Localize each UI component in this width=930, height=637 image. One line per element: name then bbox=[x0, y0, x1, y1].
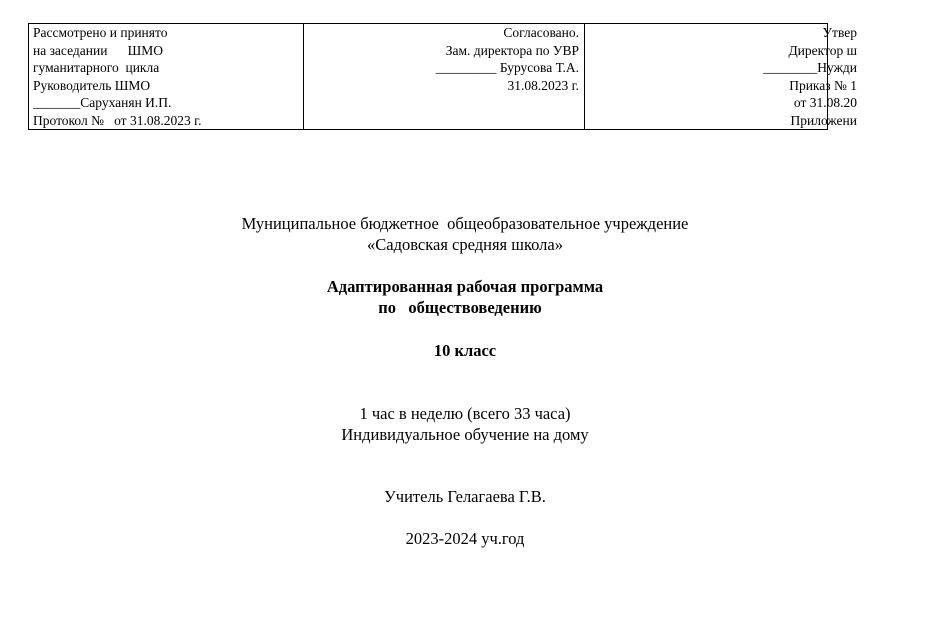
agreed-line: _________ Бурусова Т.А. bbox=[435, 60, 579, 75]
agreed-cell bbox=[304, 24, 585, 130]
approved-line: Утвер bbox=[822, 25, 857, 40]
grade-label: 10 класс bbox=[433, 341, 497, 360]
reviewed-cell bbox=[29, 24, 304, 130]
approved-line: от 31.08.20 bbox=[793, 95, 857, 110]
reviewed-line: на заседании ШМО bbox=[33, 42, 164, 58]
school-name-line2: «Садовская средняя школа» bbox=[367, 235, 563, 254]
approved-line: Приказ № 1 bbox=[789, 77, 857, 93]
academic-year: 2023-2024 уч.год bbox=[405, 529, 525, 548]
hours-per-week: 1 час в неделю (всего 33 часа) bbox=[359, 404, 571, 423]
reviewed-line: _______Саруханян И.П. bbox=[33, 95, 172, 110]
reviewed-line: Руководитель ШМО bbox=[33, 77, 151, 93]
reviewed-line: гуманитарного цикла bbox=[33, 60, 160, 75]
program-title-line2: по обществоведению bbox=[378, 298, 542, 317]
education-mode: Индивидуальное обучение на дому bbox=[341, 425, 589, 444]
reviewed-line: Рассмотрено и принято bbox=[33, 25, 168, 40]
approved-line: Директор ш bbox=[788, 42, 857, 58]
school-name-line1: Муниципальное бюджетное общеобразовательное учреждение bbox=[241, 214, 689, 233]
approved-line: ________Нужди bbox=[763, 60, 857, 75]
agreed-line: Зам. директора по УВР bbox=[445, 42, 579, 58]
approved-cell bbox=[585, 24, 857, 130]
agreed-line: 31.08.2023 г. bbox=[507, 77, 579, 93]
teacher-name: Учитель Гелагаева Г.В. bbox=[384, 487, 546, 506]
agreed-line: Согласовано. bbox=[503, 25, 579, 40]
approval-table bbox=[28, 23, 857, 130]
program-title-line1: Адаптированная рабочая программа bbox=[326, 277, 604, 296]
approved-line: Приложени bbox=[790, 112, 857, 128]
reviewed-line: Протокол № от 31.08.2023 г. bbox=[33, 112, 202, 128]
